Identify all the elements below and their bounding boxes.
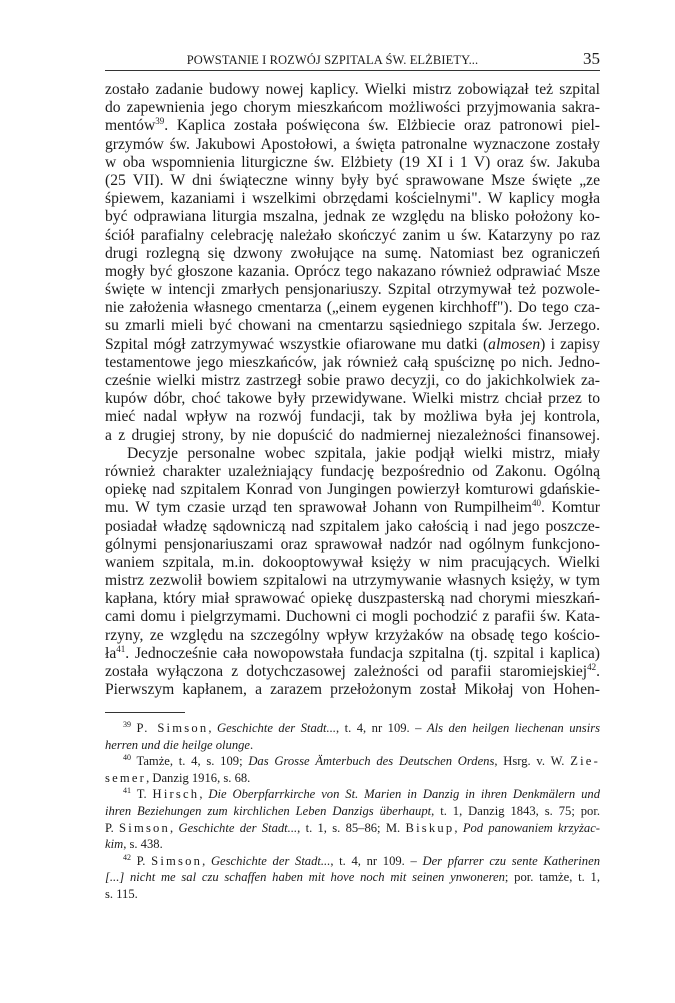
text-segment: , Danzig 1916, s. 68. <box>146 770 251 785</box>
text-segment: cami domu i pielgrzymami. Duchowni ci mogli pochodzić z parafii św. Kata- <box>105 608 600 626</box>
text-segment: ściół parafialny celebrację należało skończyć zanim u św. Katarzyny po raz <box>105 226 600 244</box>
text-segment: Biskup <box>405 820 455 835</box>
text-segment: Decyzje personalne wobec szpitala, jakie podjął wielki mistrz, miały <box>127 444 600 462</box>
italic-text: Geschichte der Stadt... <box>178 820 298 835</box>
text-segment: mieć nadal wpływ na rozwój fundacji, tak by możliwa była jej kontrola, <box>105 408 600 426</box>
text-segment: drugi rozlegną się dzwony zwołujące na sumę. Natomiast bez ograniczeń <box>105 244 600 262</box>
text-line <box>105 390 600 408</box>
text-segment: gólnymi pensjonariuszami oraz sprawował nadzór nad ogólnym funkcjono- <box>105 535 600 553</box>
footnote-line <box>105 753 600 770</box>
text-segment: w oba wspomnienia liturgiczne św. Elżbiety (19 XI i 1 V) oraz św. Jakuba <box>105 153 600 171</box>
text-line <box>105 627 600 645</box>
text-line <box>105 154 600 172</box>
footnote-line <box>105 737 600 754</box>
text-segment: , t. 1, Danzig 1843, s. 75; por. <box>431 803 600 818</box>
text-segment: semer <box>105 770 147 785</box>
text-line <box>105 427 600 445</box>
text-segment: do zapewnienia jego chorym mieszkańcom możliwości przyjmowania sakra- <box>105 99 600 117</box>
text-line <box>105 663 600 681</box>
text-line <box>105 99 600 117</box>
text-segment: . <box>250 737 254 752</box>
footnotes <box>105 720 600 903</box>
text-segment: rzyny, ze względu na szczególny wpływ krzyżaków na obsadę tego kościo- <box>105 626 600 644</box>
text-line <box>105 81 600 99</box>
page-header <box>105 50 600 71</box>
text-segment: mentów <box>105 117 156 135</box>
text-line <box>105 536 600 554</box>
text-segment: , t. 4, nr 109. – <box>330 853 423 868</box>
text-segment: , t. 4, nr 109. – <box>336 721 427 735</box>
footnote-marker: 41 <box>123 786 131 796</box>
text-segment: , <box>199 787 209 802</box>
text-line <box>105 554 600 572</box>
text-line <box>105 681 600 699</box>
footnote-line <box>105 836 600 853</box>
text-segment: a z drugiej strony, by nie dopuścić do nadmiernej niezależności finansowej. <box>105 426 600 444</box>
text-segment: Pierwszym kapłanem, a zarazem przełożonym został Mikołaj von Hohen- <box>105 681 600 699</box>
text-line <box>105 245 600 263</box>
text-segment: została wyłączona z dotychczasowej zależności od parafii staromiejskiej <box>105 663 588 680</box>
body-text <box>105 81 600 699</box>
text-segment: , <box>208 721 217 735</box>
text-line <box>105 336 600 354</box>
italic-text: Geschichte der Stadt... <box>216 721 336 735</box>
footnote-marker: 42 <box>587 662 597 672</box>
footnote-divider <box>105 712 185 713</box>
footnote-line <box>105 770 600 787</box>
italic-text: Die Oberpfarrkirche von St. Marien in Danzig in ihren Denkmälern und <box>208 787 600 802</box>
text-line <box>105 445 600 463</box>
italic-text: ihren Beziehungen zum kirchlichen Leben Danzigs überhaupt <box>105 803 432 818</box>
text-segment: su zmarli mieli być chowani na cmentarzu sąsiedniego szpitala św. Jerzego. <box>105 317 600 335</box>
italic-text: [...] nicht me sal czu schaffen haben mit hove noch mit seinen ynwoneren <box>105 870 505 885</box>
italic-text: Geschichte der Stadt... <box>210 853 331 868</box>
text-segment: , <box>202 853 211 868</box>
text-segment: (25 VII). W dni świąteczne winny były być sprawowane Msze święte „ze <box>105 171 600 189</box>
text-line <box>105 408 600 426</box>
text-segment: P. <box>105 820 120 835</box>
text-segment: Simson <box>151 853 203 868</box>
text-segment: Hirsch <box>152 787 200 802</box>
footnote-line <box>105 886 600 903</box>
text-line <box>105 281 600 299</box>
text-segment: testamentowe jego mieszkańców, jak również całą spuściznę po nich. Jedno- <box>105 353 600 371</box>
text-segment: ła <box>105 644 117 662</box>
text-line <box>105 299 600 317</box>
text-segment: , Hsrg. v. W. <box>494 754 571 769</box>
page-number: 35 <box>583 49 600 68</box>
text-segment: cześnie wielki mistrz zastrzegł sobie prawo decyzji, co do jakichkolwiek za- <box>105 372 600 389</box>
footnote-marker: 39 <box>155 116 165 127</box>
footnote-marker: 42 <box>123 852 131 862</box>
text-line <box>105 227 600 245</box>
text-segment: Simson <box>119 820 171 835</box>
text-segment: grzymów św. Jakubowi Apostołowi, a święta patronalne wyznaczone zostały <box>105 135 600 153</box>
footnote-line <box>105 786 600 803</box>
italic-text: Als den heilgen liechenan unsirs <box>426 721 600 735</box>
text-line <box>105 354 600 372</box>
text-line <box>105 499 600 517</box>
text-segment: opiekę nad szpitalem Konrad von Jungingen powierzył komturowi gdańskie- <box>105 481 600 499</box>
footnote-line <box>105 853 600 870</box>
text-line <box>105 572 600 590</box>
text-segment: . Jednocześnie cała nowopowstała fundacja szpitalna (tj. szpital i kaplica) <box>125 644 600 662</box>
italic-text: kim <box>105 837 124 852</box>
text-segment: , s. 438. <box>123 837 163 852</box>
text-line <box>105 263 600 281</box>
footnote-line <box>105 869 600 886</box>
text-segment: również charakter uzależniający fundację bezpośrednio od Zakonu. Ogólną <box>105 462 600 480</box>
text-segment: śpiewem, kazaniami i wszelkimi obrzędami kościelnymi". W kaplicy mogła <box>105 190 600 208</box>
running-title: POWSTANIE I ROZWÓJ SZPITALA ŚW. ELŻBIETY... <box>186 53 479 67</box>
text-line <box>105 172 600 190</box>
italic-text: Pod panowaniem krzyżac- <box>462 820 600 835</box>
text-segment: mistrz zezwolił bowiem szpitalowi na utrzymywanie własnych księży, w tym <box>105 572 600 590</box>
text-segment: posiadał władzę sądowniczą nad szpitalem jako całością i nad jego poszcze- <box>105 517 600 535</box>
text-line <box>105 608 600 626</box>
text-line <box>105 372 600 390</box>
footnote-marker: 41 <box>116 643 126 654</box>
italic-text: Das Grosse Ämterbuch des Deutschen Ordens <box>248 754 495 769</box>
text-segment: , <box>170 820 179 835</box>
footnote-line <box>105 720 600 737</box>
text-line <box>105 317 600 335</box>
text-segment: mogły być głoszone kazania. Oprócz tego nakazano również odprawiać Msze <box>105 262 600 280</box>
footnote-line <box>105 803 600 820</box>
italic-text: Der pfarrer czu sente Katherinen <box>422 853 600 868</box>
text-segment: nie założenia własnego cmentarza („einem eygenen kirchhoff"). Do tego cza- <box>105 299 600 317</box>
footnote-line <box>105 820 600 837</box>
italic-text: herren und die heilge olunge <box>105 737 251 752</box>
text-segment: mu. W tym czasie urząd ten sprawował Johann von Rumpilheim <box>105 499 532 517</box>
text-segment: być odprawiana liturgia mszalna, jednak ze względu na blisko położony ko- <box>105 208 600 226</box>
text-line <box>105 590 600 608</box>
footnote-marker: 39 <box>123 720 131 729</box>
text-line <box>105 518 600 536</box>
text-segment: Zie- <box>570 754 600 769</box>
text-segment: kupów dóbr, choć takowe były przewidywane. Wielki mistrz chciał przez to <box>105 390 600 408</box>
text-line <box>105 463 600 481</box>
text-line <box>105 190 600 208</box>
text-segment: s. 115. <box>105 886 138 901</box>
text-segment: . Komtur <box>540 499 600 517</box>
text-segment: , t. 1, s. 85–86; M. <box>297 820 406 835</box>
italic-text: almosen <box>488 335 541 353</box>
text-line <box>105 481 600 499</box>
text-segment: ; por. tamże, t. 1, <box>504 870 601 885</box>
text-segment: waniem szpitala, m.in. dokooptowywał księży w nim pracujących. Wielki <box>105 553 600 571</box>
text-segment: święte w intencji zmarłych pensjonariuszy. Szpital otrzymywał też pozwole- <box>105 281 600 299</box>
text-segment: zostało zadanie budowy nowej kaplicy. Wielki mistrz zobowiązał też szpital <box>105 81 600 98</box>
text-segment: , <box>454 820 463 835</box>
footnote-marker: 40 <box>531 498 541 509</box>
text-segment: ) i zapisy <box>540 335 600 353</box>
text-line <box>105 208 600 226</box>
text-segment: P. Simson <box>136 721 209 735</box>
text-segment: Tamże, t. 4, s. 109; <box>131 754 249 769</box>
text-segment: . <box>596 663 600 680</box>
text-segment: P. <box>131 853 152 868</box>
footnote-marker: 40 <box>123 753 131 763</box>
text-line <box>105 117 600 135</box>
text-line <box>105 136 600 154</box>
text-segment: kapłana, który miał sprawować opiekę duszpasterską nad chorymi mieszkań- <box>105 590 600 608</box>
text-segment: T. <box>131 787 153 802</box>
text-segment: . Kaplica została poświęcona św. Elżbiecie oraz patronowi piel- <box>164 117 600 135</box>
text-segment: Szpital mógł zatrzymywać wszystkie ofiarowane mu datki ( <box>105 335 489 353</box>
text-line <box>105 645 600 663</box>
